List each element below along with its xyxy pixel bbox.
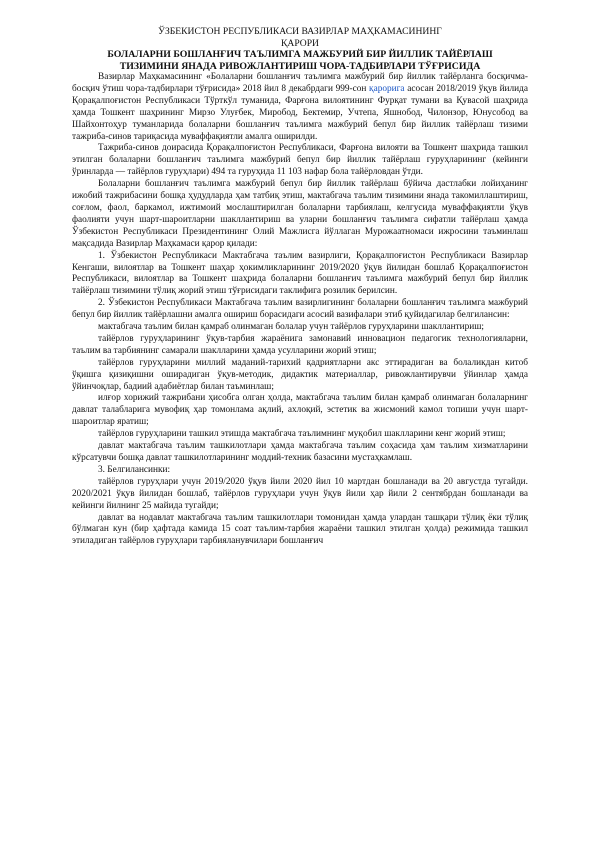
clause-2-task-3: тайёрлов гуруҳларини миллий маданий-тарихий қадриятларни акс эттирадиган ва болаликдан китоб ўқишга қизиқишни оширадиган ўқув-методик, дидактик материаллар, ривожлантирувчи ўйинлар ҳамда ўйинчоқлар, бадиий адабиётлар билан таъминлаш;	[72, 357, 528, 392]
clause-3-point-2: давлат ва нодавлат мактабгача таълим ташкилотлари томонидан ҳамда улардан ташқари тўлиқ ёки тўлиқ бўлмаган кун (бир ҳафтада камида 15 соат таълим-тарбия жараёни ташкил этилган ҳолда) режимида ташкил этиладиган тайёрлов гуруҳлари тарбияланувчилари бошланғич	[72, 512, 528, 547]
clause-1: 1. Ўзбекистон Республикаси Мактабгача таълим вазирлиги, Қорақалпоғистон Республикаси Вазирлар Кенгаши, вилоятлар ва Тошкент шаҳар ҳокимликларининг 2019/2020 ўқув йилидан бошлаб Қорақалпоғистон Республикаси, вилоятлар ва Тошкент шаҳрида болаларни бошланғич таълимга мажбурий бепул бир йиллик тайёрлаш тизимини тўлиқ жорий этиш тўғрисидаги таклифига розилик берилсин.	[72, 250, 528, 297]
decree-reference-link[interactable]: қарорига	[369, 83, 405, 94]
decree-document	[72, 26, 528, 548]
document-type: ҚАРОРИ	[281, 37, 319, 49]
document-title-line-1: БОЛАЛАРНИ БОШЛАНҒИЧ ТАЪЛИМГА МАЖБУРИЙ БИР ЙИЛЛИК ТАЙЁРЛАШ	[107, 49, 493, 60]
document-title-line-2: ТИЗИМИНИ ЯНАДА РИВОЖЛАНТИРИШ ЧОРА-ТАДБИРЛАРИ ТЎҒРИСИДА	[119, 60, 481, 72]
intro-text-before-link: Вазирлар Маҳкамасининг «Болаларни бошланғич таълимга мажбурий бир йиллик тайёрланга босқичма-босқич ўтиш чора-тадбирлари тўғрисида» 2018 йил 8 декабрдаги 999-сон	[72, 72, 528, 94]
clause-2-task-5: тайёрлов гуруҳларини ташкил этишда мактабгача таълимнинг муқобил шаклларини кенг жорий этиш;	[98, 429, 506, 440]
clause-3-point-1: тайёрлов гуруҳлари учун 2019/2020 ўқув йили 2020 йил 10 мартдан бошланади ва 20 августда тугайди. 2020/2021 ўқув йилидан бошлаб, тайёрлов гуруҳлари учун ўқув йили ҳар йили 2 сентябрдан бошланади ва кейинги йилнинг 25 майида тугайди;	[72, 476, 528, 511]
issuer-line: ЎЗБЕКИСТОН РЕСПУБЛИКАСИ ВАЗИРЛАР МАҲКАМАСИНИНГ	[158, 26, 442, 37]
intro-paragraph-2: Тажриба-синов доирасида Қорақалпоғистон Республикаси, Фарғона вилояти ва Тошкент шаҳрида ташкил этилган болаларни бошланғич таълимга мажбурий бепул бир йиллик тайёрлаш гуруҳларининг (кейинги ўринларда — тайёрлов гуруҳлари) 494 та гуруҳида 11 103 нафар бола тайёрловдан ўтди.	[72, 143, 528, 178]
clause-2-task-6: давлат мактабгача таълим ташкилотлари ҳамда мактабгача таълим соҳасида ҳам таълим хизматларини кўрсатувчи бошқа давлат ташкилотларининг моддий-техник базасини мустаҳкамлаш.	[72, 441, 528, 463]
clause-2-task-1: мактабгача таълим билан қамраб олинмаган болалар учун тайёрлов гуруҳларини шакллантириш;	[98, 322, 485, 333]
clause-2-task-2: тайёрлов гуруҳларининг ўқув-тарбия жараёнига замонавий инновацион педагогик технологияларни, таълим ва тарбиянинг самарали шаклларини ҳамда усулларини жорий этиш;	[72, 333, 528, 356]
clause-2-task-4: илғор хорижий тажрибани ҳисобга олган ҳолда, мактабгача таълим билан қамраб олинмаган болаларнинг давлат талабларига мувофиқ ҳар томонлама ақлий, ахлоқий, эстетик ва жисмоний камол топиши учун шарт-шароитлар яратиш;	[72, 393, 528, 428]
clause-2: 2. Ўзбекистон Республикаси Мактабгача таълим вазирлигининг болаларни бошланғич таълимга мажбурий бепул бир йиллик тайёрлашни амалга ошириш борасидаги асосий вазифалари этиб қуйидагилар белгилансин:	[72, 298, 528, 321]
clause-3: 3. Белгилансинки:	[98, 464, 171, 475]
document-header	[72, 26, 528, 72]
intro-paragraph-1	[72, 72, 528, 143]
intro-text-after-link: асосан 2018/2019 ўқув йилида Қорақалпоғистон Республикаси Тўрткўл туманида, Фарғона вилоятининг Фурқат тумани ва Қувасой шаҳрида ҳамда Тошкент шаҳрининг Мирзо Улуғбек, Миробод, Бектемир, Учтепа, Яшнобод, Чилонзор, Юнусобод ва Шайхонтоҳур туманларида болаларни бошланғич таълимга мажбурий бепул бир йиллик тайёрлаш тизими тажриба-синов тариқасида муваффақиятли амалга оширилди.	[72, 83, 529, 142]
intro-paragraph-3: Болаларни бошланғич таълимга мажбурий бепул бир йиллик тайёрлаш бўйича дастлабки лойиҳанинг ижобий тажрибасини бошқа ҳудудларда ҳам татбиқ этиш, мактабгача таълим тизимини янада такомиллаштириш, соғлом, фаол, баркамол, ижтимоий мослаштирилган болаларни тарбиялаш, келгусида муваффақиятли ўқув фаолияти учун шарт-шароитларни шакллантириш ва уларни бошланғич таълимга сифатли тайёрлаш ҳамда Ўзбекистон Республикаси Президентининг Олий Мажлисга йўллаган Мурожаатномаси ижросини таъминлаш мақсадида Вазирлар Маҳкамаси қарор қилади:	[72, 179, 528, 249]
